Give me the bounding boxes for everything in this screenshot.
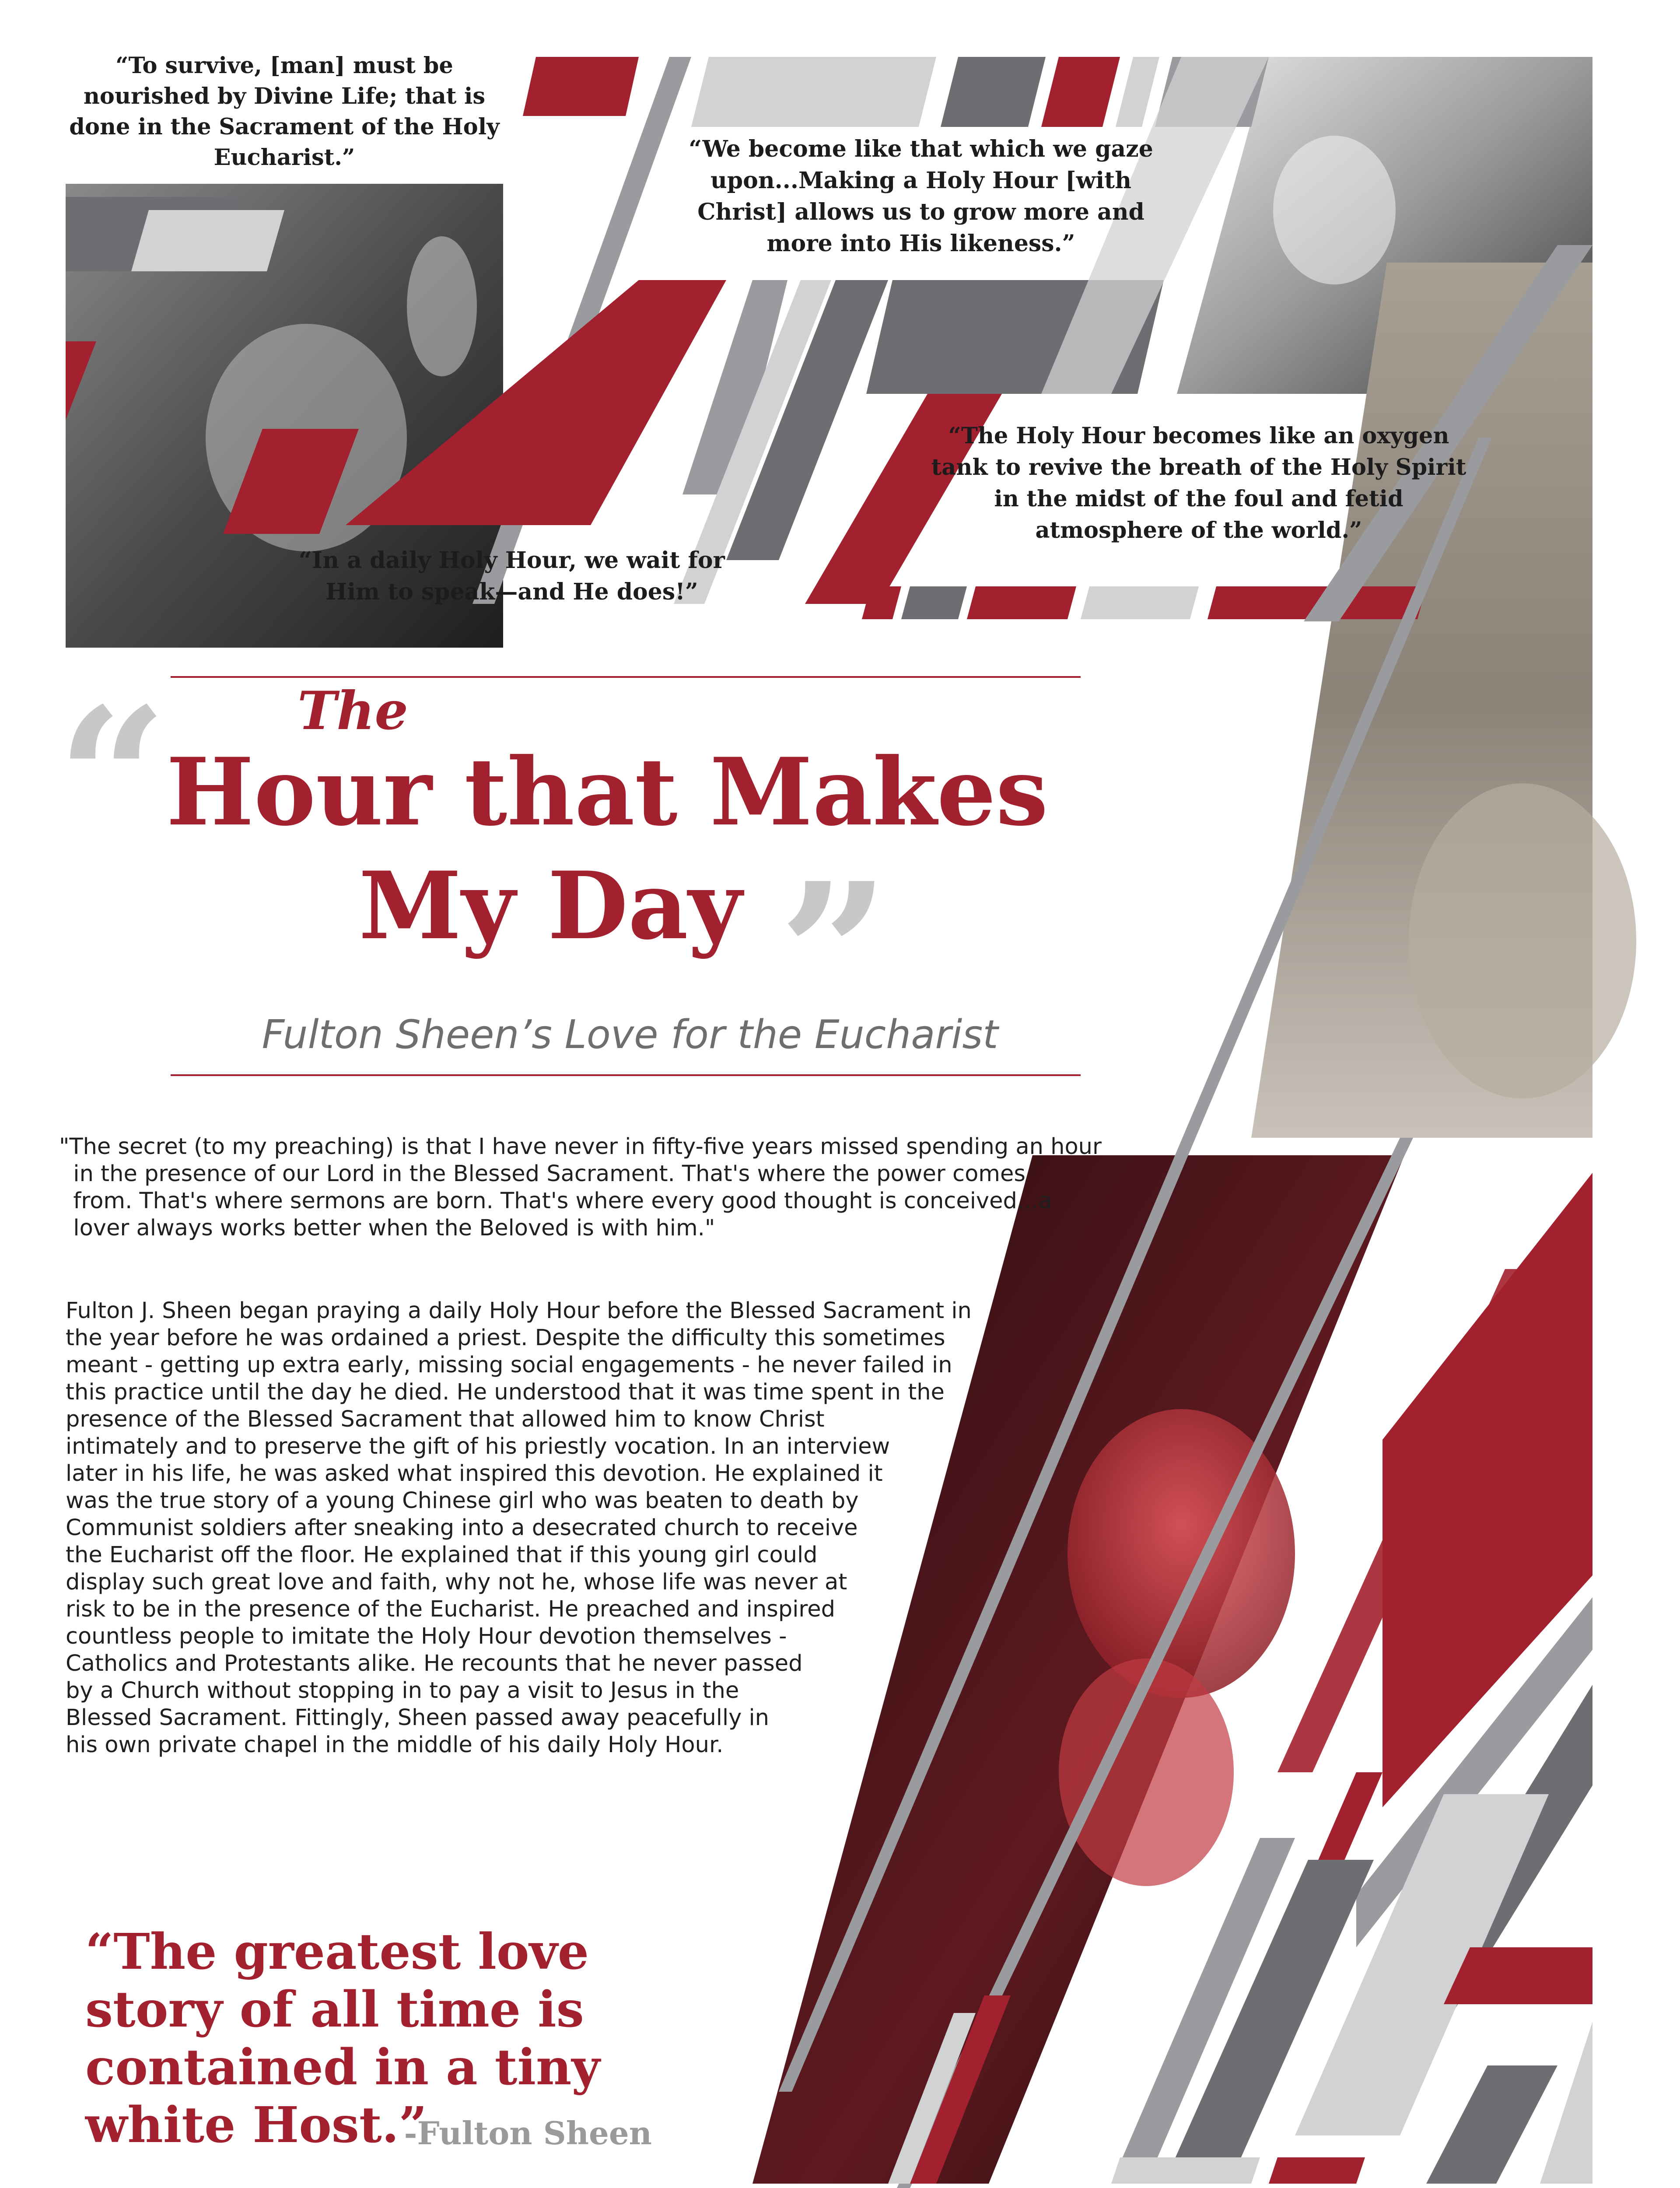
mosaic-tile <box>1540 2022 1592 2184</box>
pull-quote-gaze: “We become like that which we gaze upon...Making a Holy Hour [with Christ] allows us to grow more and more into His likeness.” <box>689 136 1153 257</box>
open-quote-mark: “ <box>57 666 168 892</box>
close-quote-mark: ” <box>779 841 890 1067</box>
mosaic-tile <box>1116 57 1159 127</box>
attribution: -Fulton Sheen <box>404 2114 652 2152</box>
photo-altar-priest <box>1409 783 1636 1098</box>
opening-quote: "The secret (to my preaching) is that I have never in fifty-five years missed spending an hour in the presence of our Lord in the Blessed Sacrament. That's where the power comes from. That's where sermons are born. That's where every good thought is conceived...a lover always works better when the Beloved is with him." <box>59 1134 1102 1241</box>
title-rule-top <box>171 676 1081 678</box>
subtitle: Fulton Sheen’s Love for the Eucharist <box>262 1012 998 1058</box>
title-line-1: Hour that Makes <box>166 737 1048 846</box>
story-paragraph: Fulton J. Sheen began praying a daily Holy Hour before the Blessed Sacrament in the year before he was ordained a priest. Despite the difficulty this sometimes meant - getting up extra early, missing social engagements - he never failed in this practice until the day he died. He understood that it was time spent in the presence of the Blessed Sacrament that allowed him to know Christ intimately and to preserve the gift of his priestly vocation. In an interview later in his life, he was asked what inspired this devotion. He explained it was the true story of a young Chinese girl who was beaten to death by Communist soldiers after sneaking into a desecrated church to receive the Eucharist off the floor. He explained that if this young girl could display such great love and faith, why not he, whose life was never at risk to be in the presence of the Eucharist. He preached and inspired countless people to imitate the Holy Hour devotion themselves - Catholics and Protestants alike. He recounts that he never passed by a Church without stopping in to pay a visit to Jesus in the Blessed Sacrament. Fittingly, Sheen passed away peacefully in his own private chapel in the middle of his daily Holy Hour. <box>66 1298 972 1758</box>
pull-quote-nourished: “To survive, [man] must be nourished by Divine Life; that is done in the Sacrament of the Holy Eucharist.” <box>69 53 500 171</box>
mosaic-tile <box>901 586 967 619</box>
photo-communion-priest <box>1273 136 1396 284</box>
mosaic-tile <box>1269 2157 1365 2184</box>
photo-bishop-hand <box>407 236 477 376</box>
mosaic-tile <box>1081 586 1199 619</box>
mosaic-tile <box>131 210 284 271</box>
mosaic-tile <box>1111 2157 1260 2184</box>
title-prefix: The <box>298 680 408 742</box>
mosaic-tile <box>1041 57 1120 127</box>
closing-quote: “The greatest love story of all time is contained in a tiny white Host.” <box>85 1923 600 2154</box>
mosaic-tile <box>691 57 936 127</box>
title-line-2: My Day <box>359 851 742 960</box>
pull-quote-wait: “In a daily Holy Hour, we wait for Him to speak—and He does!” <box>299 547 725 605</box>
mosaic-tile <box>523 57 639 116</box>
title-rule-bottom <box>171 1074 1081 1076</box>
pull-quote-oxygen: “The Holy Hour becomes like an oxygen tank to revive the breath of the Holy Spirit in the midst of the foul and fetid atmosphere of the world.” <box>931 423 1466 543</box>
mosaic-tile <box>1444 1947 1592 2004</box>
mosaic-tile <box>941 57 1046 127</box>
mosaic-tile <box>1426 2065 1558 2184</box>
mosaic-tile <box>967 586 1076 619</box>
page-title <box>166 735 1216 963</box>
